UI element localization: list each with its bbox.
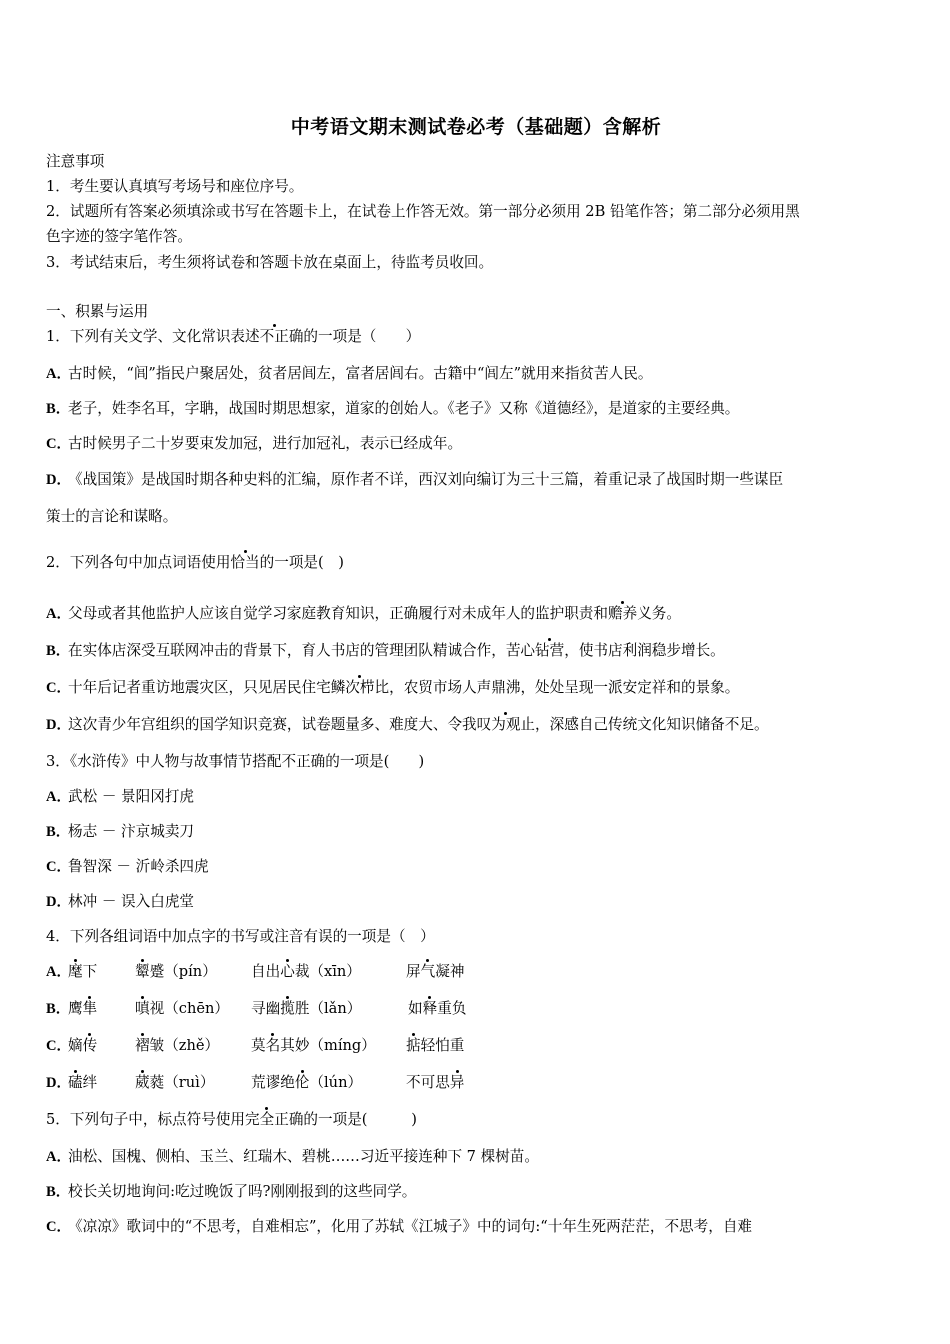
- emphasis-text: 不正: [259, 328, 289, 345]
- word-group: 磕绊: [68, 1074, 98, 1091]
- question-3-option-b: B．杨志 － 汴京城卖刀: [46, 823, 195, 840]
- question-1-stem: 1．下列有关文学、文化常识表述不正确的一项是（ ）: [46, 328, 421, 345]
- question-4-option-d: [46, 1073, 464, 1093]
- question-1-option-a: A．古时候，“闾”指民户聚居处，贫者居闾左，富者居闾右。古籍中“闾左”就用来指贫苦人民。: [46, 365, 653, 382]
- question-2-option-a: A．父母或者其他监护人应该自觉学习家庭教育知识，正确履行对未成年人的监护职责和赡养义务。: [46, 605, 681, 622]
- word-group: 葳蕤（ruì）: [135, 1074, 215, 1091]
- notice-heading: 注意事项: [46, 153, 105, 170]
- option-letter: D．: [46, 1075, 72, 1091]
- emphasis-text: 赡养: [607, 605, 638, 622]
- question-4-option-b: [46, 999, 466, 1019]
- question-1-option-d-cont: 策士的言论和谋略。: [46, 508, 178, 525]
- question-5-stem: 5．下列句子中，标点符号使用完全正确的一项是( ): [46, 1111, 417, 1128]
- emphasis-text: 嗔: [135, 1000, 150, 1017]
- option-letter: A．: [46, 964, 72, 980]
- emphasis-text: 叹为观止: [476, 716, 536, 733]
- option-letter: D．: [46, 894, 72, 910]
- question-2-option-d: D．这次青少年宫组织的国学知识竞赛，试卷题量多、难度大、令我叹为观止，深感自己传统文化知识储备不足。: [46, 716, 769, 733]
- option-letter: C．: [46, 859, 72, 875]
- question-2-option-c: C．十年后记者重访地震灾区，只见居民住宅鳞次栉比，农贸市场人声鼎沸，处处呈现一派安定祥和的景象。: [46, 679, 740, 696]
- question-3-option-a: A．武松 － 景阳冈打虎: [46, 788, 195, 805]
- word-group: 如释重负: [408, 1000, 467, 1017]
- emphasis-text: 气: [420, 963, 436, 980]
- word-group: 不可思异: [406, 1074, 465, 1091]
- option-letter: C．: [46, 680, 72, 696]
- word-group: 麾下: [68, 963, 98, 980]
- option-letter: B．: [46, 643, 71, 659]
- question-3-option-c: C．鲁智深 － 沂岭杀四虎: [46, 858, 209, 875]
- emphasis-text: 名: [265, 1037, 281, 1054]
- question-1-option-d: D．《战国策》是战国时期各种史料的汇编，原作者不详，西汉刘向编订为三十三篇，着重记录了战国时期一些谋臣: [46, 471, 784, 488]
- option-letter: C．: [46, 1219, 72, 1235]
- word-group: 自出心裁（xīn）: [251, 963, 361, 980]
- word-group: 莫名其妙（míng）: [251, 1037, 376, 1054]
- question-4-option-a: [46, 962, 464, 982]
- word-group: 嫡传: [68, 1037, 98, 1054]
- question-2-stem: 2．下列各句中加点词语使用恰当的一项是( ): [46, 554, 344, 571]
- notice-item-2b: 色字迹的签字笔作答。: [46, 228, 192, 245]
- option-letter: C．: [46, 1038, 72, 1054]
- option-letter: B．: [46, 824, 71, 840]
- section-heading: 一、积累与运用: [46, 303, 149, 320]
- emphasis-text: 葳: [135, 1074, 150, 1091]
- emphasis-text: 磕: [68, 1074, 83, 1091]
- option-letter: D．: [46, 472, 72, 488]
- emphasis-text: 褶: [135, 1037, 150, 1054]
- emphasis-text: 心: [280, 963, 295, 980]
- emphasis-text: 掂: [406, 1037, 421, 1054]
- question-5-option-c: C．《凉凉》歌词中的“不思考，自难相忘”，化用了苏轼《江城子》中的词句:“十年生死两茫茫，不思考，自难: [46, 1218, 753, 1235]
- option-letter: B．: [46, 1184, 71, 1200]
- emphasis-text: 颦: [135, 963, 150, 980]
- question-4-stem: 4．下列各组词语中加点字的书写或注音有误的一项是（ ）: [46, 928, 435, 945]
- word-group: 寻幽揽胜（lǎn）: [251, 1000, 362, 1017]
- emphasis-text: 揽: [280, 1000, 295, 1017]
- emphasis-text: 隼: [82, 1000, 98, 1017]
- option-letter: A．: [46, 789, 72, 805]
- option-letter: A．: [46, 366, 72, 382]
- word-group: 鹰隼: [68, 1000, 98, 1017]
- option-letter: D．: [46, 717, 72, 733]
- question-5-option-a: A．油松、国槐、侧柏、玉兰、红瑞木、碧桃……习近平接连种下 7 棵树苗。: [46, 1148, 539, 1165]
- emphasis-text: 鳞次栉比: [330, 679, 390, 696]
- emphasis-text: 完全正: [245, 1111, 289, 1128]
- question-2-option-b: B．在实体店深受互联网冲击的背景下，育人书店的管理团队精诚合作，苦心钻营，使书店利润稳步增长。: [46, 642, 725, 659]
- option-letter: B．: [46, 1001, 71, 1017]
- page-title: 中考语文期末测试卷必考（基础题）含解析: [290, 116, 662, 138]
- word-group: 荒谬绝伦（lún）: [251, 1074, 363, 1091]
- notice-item-3: 3．考试结束后，考生须将试卷和答题卡放在桌面上，待监考员收回。: [46, 254, 494, 271]
- question-4-option-c: [46, 1036, 464, 1056]
- notice-item-2a: 2．试题所有答案必须填涂或书写在答题卡上，在试卷上作答无效。第一部分必须用 2B 铅笔作答；第二部分必须用黑: [46, 203, 800, 220]
- word-group: 褶皱（zhě）: [135, 1037, 220, 1054]
- question-1-option-b: B．老子，姓李名耳，字聃，战国时期思想家，道家的创始人。《老子》又称《道德经》，是道家的主要经典。: [46, 400, 740, 417]
- option-letter: A．: [46, 606, 72, 622]
- emphasis-text: 恰当: [230, 554, 260, 571]
- word-group: 掂轻怕重: [406, 1037, 465, 1054]
- word-group: 嗔视（chēn）: [135, 1000, 229, 1017]
- emphasis-text: 钻营: [535, 642, 565, 659]
- option-letter: A．: [46, 1149, 72, 1165]
- question-1-option-c: C．古时候男子二十岁要束发加冠，进行加冠礼，表示已经成年。: [46, 435, 463, 452]
- emphasis-text: 传: [82, 1037, 98, 1054]
- emphasis-text: 伦: [294, 1074, 310, 1091]
- word-group: 屏气凝神: [406, 963, 465, 980]
- emphasis-text: 释: [422, 1000, 438, 1017]
- emphasis-text: 麾: [68, 963, 83, 980]
- question-5-option-b: B．校长关切地询问:吃过晚饭了吗?刚刚报到的这些同学。: [46, 1183, 417, 1200]
- emphasis-text: 异: [449, 1074, 465, 1091]
- question-3-option-d: D．林冲 － 误入白虎堂: [46, 893, 195, 910]
- option-letter: B．: [46, 401, 71, 417]
- question-3-stem: 3．《水浒传》中人物与故事情节搭配不正确的一项是( ): [46, 753, 425, 770]
- notice-item-1: 1．考生要认真填写考场号和座位序号。: [46, 178, 304, 195]
- option-letter: C．: [46, 436, 72, 452]
- word-group: 颦蹙（pín）: [135, 963, 217, 980]
